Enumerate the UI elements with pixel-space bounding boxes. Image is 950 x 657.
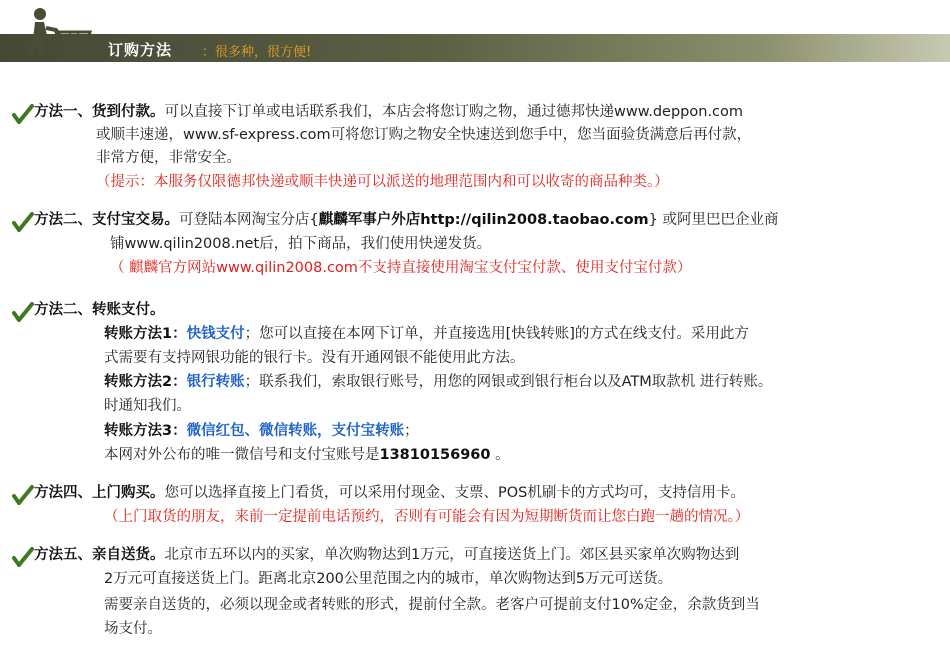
checkmark-icon [12, 485, 34, 505]
shopping-cart-person-icon [2, 6, 94, 74]
method-text: ； [404, 423, 419, 439]
account-number: 13810156960 [379, 447, 491, 463]
method-notice: （ 麒麟官方网站www.qilin2008.com不支持直接使用淘宝支付宝付款、使用支付宝付款） [110, 260, 692, 276]
method-text: 铺www.qilin2008.net后，拍下商品，我们使用快递发货。 [110, 236, 492, 252]
method-text: 2万元可直接送货上门。距离北京200公里范围之内的城市，单次购物达到5万元可送货。 [104, 571, 673, 587]
method-text: 非常方便，非常安全。 [96, 150, 241, 166]
transfer-label: 转账方法2： [104, 374, 187, 390]
taobao-store-link[interactable]: 麒麟军事户外店http://qilin2008.taobao.com [318, 212, 649, 228]
transfer-name: 微信红包、微信转账，支付宝转账 [186, 423, 405, 439]
checkmark-icon [12, 547, 34, 567]
method-text: 可以直接下订单或电话联系我们，本店会将您订购之物，通过德邦快递www.deppon.com [164, 104, 744, 120]
method-text: 您可以选择直接上门看货，可以采用付现金、支票、POS机刷卡的方式均可，支持信用卡。 [164, 485, 745, 501]
method-notice: （上门取货的朋友，来前一定提前电话预约，否则有可能会有因为短期断货而让您白跑一趟的情况。） [104, 509, 750, 525]
method-text: 时通知我们。 [104, 398, 191, 414]
method-text: 本网对外公布的唯一微信号和支付宝账号是 [104, 447, 380, 463]
section-banner [0, 34, 950, 62]
method-title: 方法二、支付宝交易。 [34, 212, 179, 228]
method-text: 场支付。 [104, 621, 162, 637]
method-alipay [0, 210, 950, 280]
transfer-name: 银行转账 [186, 374, 245, 390]
method-bank-transfer [0, 300, 950, 470]
method-title: 方法二、转账支付。 [34, 302, 165, 318]
method-text: 可登陆本网淘宝分店{ [179, 212, 319, 228]
method-text: 或顺丰速递，www.sf-express.com可将您订购之物安全快速送到您手中，您当面验货满意后再付款， [96, 127, 752, 143]
method-text: ；您可以直接在本网下订单，并直接选用[快钱转账]的方式在线支付。采用此方 [244, 326, 749, 342]
banner-subtitle: ：很多种，很方便! [202, 45, 312, 60]
method-title: 方法四、上门购买。 [34, 485, 165, 501]
method-title: 方法一、货到付款。 [34, 104, 165, 120]
method-text: } 或阿里巴巴企业商 [648, 212, 779, 228]
method-text: ；联系我们，索取银行账号，用您的网银或到银行柜台以及ATM取款机 进行转账。 [244, 374, 773, 390]
method-text: 式需要有支持网银功能的银行卡。没有开通网银不能使用此方法。 [104, 350, 525, 366]
checkmark-icon [12, 302, 34, 322]
transfer-name: 快钱支付 [186, 326, 245, 342]
banner-title: 订购方法 [108, 41, 173, 59]
method-personal-delivery [0, 545, 950, 641]
method-text: 。 [490, 447, 510, 463]
checkmark-icon [12, 212, 34, 232]
method-text: 需要亲自送货的，必须以现金或者转账的形式，提前付全款。老客户可提前支付10%定金，余款货到当 [104, 597, 760, 613]
method-title: 方法五、亲自送货。 [34, 547, 165, 563]
method-in-store-purchase [0, 483, 950, 531]
method-notice: （提示：本服务仅限德邦快递或顺丰快递可以派送的地理范围内和可以收寄的商品种类。） [96, 174, 669, 190]
transfer-label: 转账方法3： [104, 423, 187, 439]
transfer-label: 转账方法1： [104, 326, 187, 342]
checkmark-icon [12, 104, 34, 124]
method-text: 北京市五环以内的买家，单次购物达到1万元，可直接送货上门。郊区县买家单次购物达到 [164, 547, 740, 563]
method-cash-on-delivery [0, 102, 950, 198]
